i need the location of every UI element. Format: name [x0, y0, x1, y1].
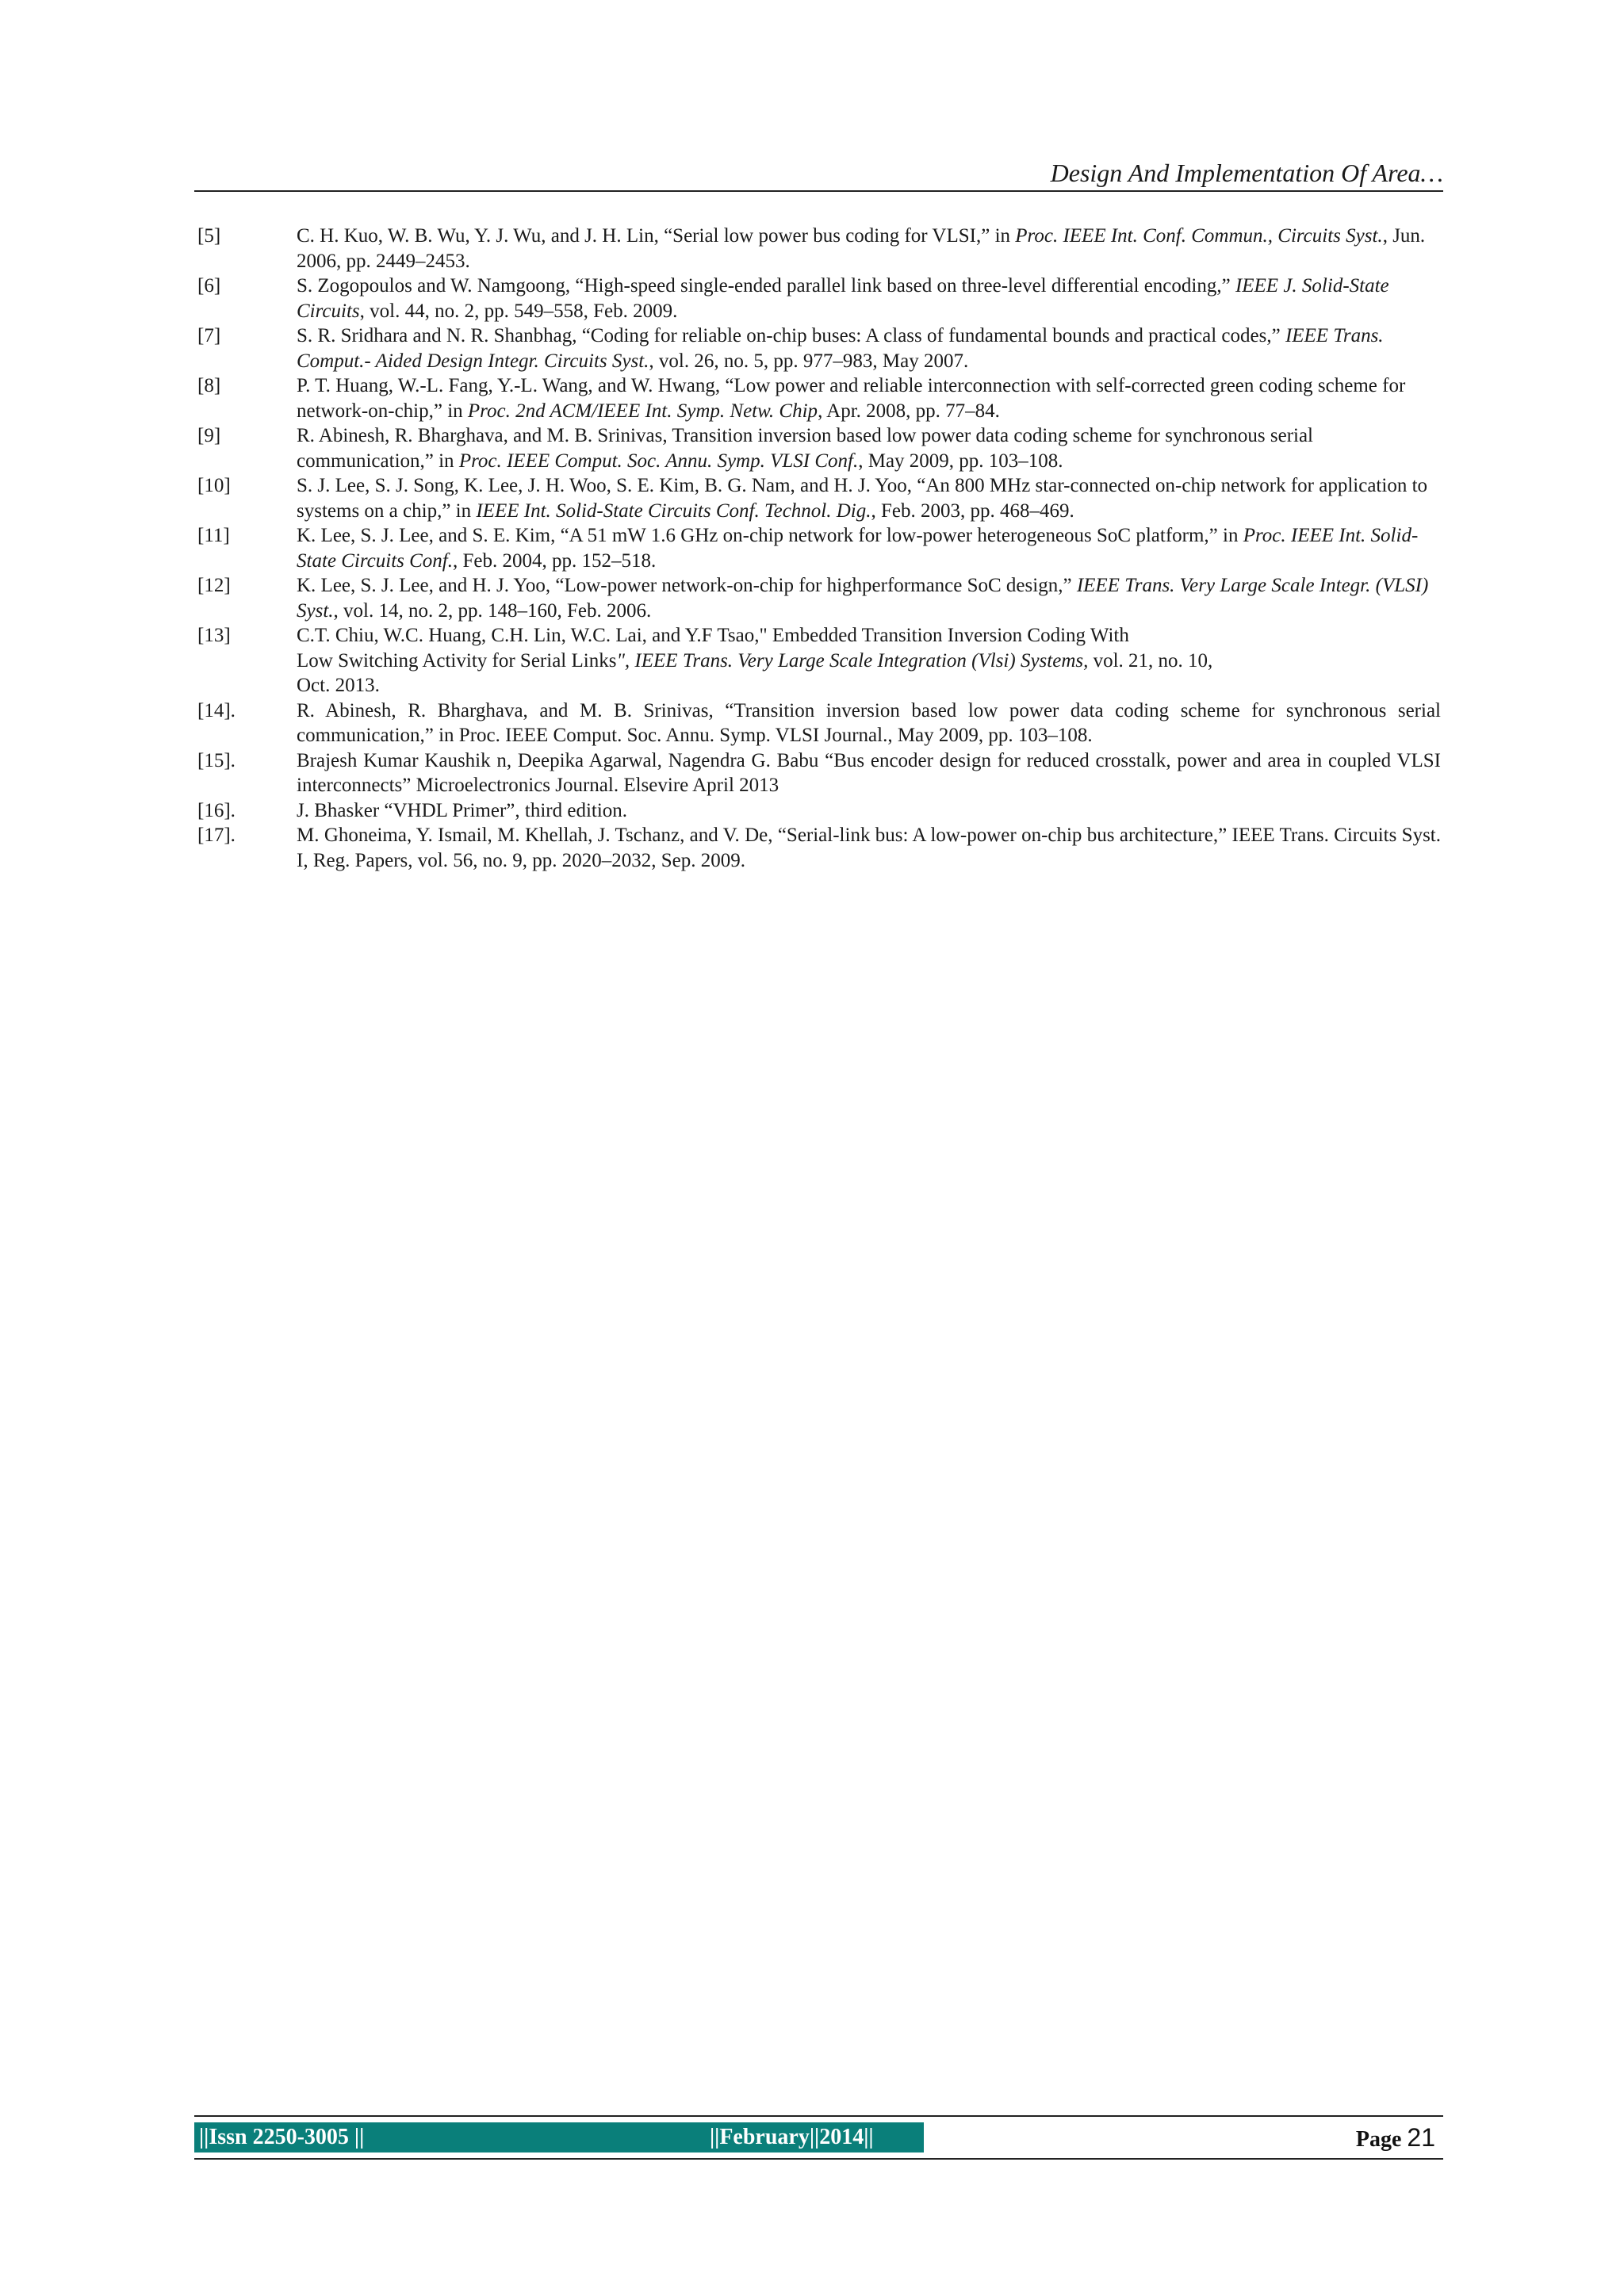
page-number: 21: [1407, 2122, 1435, 2152]
reference-fragment: K. Lee, S. J. Lee, and S. E. Kim, “A 51 mW 1.6 GHz on-chip network for low-power heterogeneous SoC platform,” in: [297, 525, 1243, 546]
reference-entry: [197, 473, 1441, 523]
reference-fragment: , vol. 26, no. 5, pp. 977–983, May 2007.: [649, 350, 969, 372]
reference-venue: Proc. 2nd ACM/IEEE Int. Symp. Netw. Chip: [467, 400, 818, 422]
reference-fragment: , Apr. 2008, pp. 77–84.: [818, 400, 1000, 422]
reference-fragment: , vol. 44, no. 2, pp. 549–558, Feb. 2009.: [359, 300, 678, 322]
reference-list: [197, 224, 1441, 873]
reference-fragment: J. Bhasker “VHDL Primer”, third edition.: [297, 799, 628, 821]
reference-entry: [197, 224, 1441, 274]
reference-number: [13]: [197, 625, 231, 646]
reference-text: [297, 698, 1441, 748]
reference-entry: [197, 823, 1441, 873]
reference-fragment: , Jun. 2006, pp. 2449–2453.: [297, 225, 1426, 272]
reference-entry: [197, 698, 1441, 748]
reference-text: [297, 323, 1441, 373]
reference-number: [6]: [197, 275, 221, 297]
reference-text: [297, 274, 1441, 323]
reference-fragment: P. T. Huang, W.-L. Fang, Y.-L. Wang, and W. Hwang, “Low power and reliable interconnection with self-corrected green coding scheme for network-on-chip,” in: [297, 375, 1406, 422]
reference-venue: Proc. IEEE Int. Conf. Commun., Circuits Syst.: [1015, 225, 1383, 247]
running-title: Design And Implementation Of Area…: [1050, 159, 1443, 187]
reference-entry: [197, 423, 1441, 473]
reference-number: [15].: [197, 749, 236, 771]
reference-venue: IEEE Int. Solid-State Circuits Conf. Technol. Dig.: [476, 499, 871, 522]
reference-text: [297, 623, 1441, 698]
page-footer: [194, 2115, 1443, 2160]
reference-venue: IEEE J. Solid-State Circuits: [297, 275, 1389, 322]
reference-text: [297, 798, 1441, 824]
reference-fragment: R. Abinesh, R. Bharghava, and M. B. Srinivas, “Transition inversion based low power data coding scheme for synchronous serial communication,” in Proc. IEEE Comput. Soc. Annu. Symp. VLSI Journal., May 2009, pp. 103–108.: [297, 699, 1441, 746]
reference-fragment: S. J. Lee, S. J. Song, K. Lee, J. H. Woo, S. E. Kim, B. G. Nam, and H. J. Yoo, “An 800 MHz star-connected on-chip network for application to systems on a chip,” in: [297, 475, 1428, 522]
reference-text: [297, 373, 1441, 423]
reference-venue: IEEE Trans. Very Large Scale Integr. (VLSI) Syst.: [297, 575, 1429, 622]
reference-venue: Proc. IEEE Int. Solid- State Circuits Conf.: [297, 525, 1419, 572]
reference-fragment: , Feb. 2003, pp. 468–469.: [871, 499, 1074, 522]
reference-fragment: R. Abinesh, R. Bharghava, and M. B. Srinivas, Transition inversion based low power data coding scheme for synchronous serial communication,” in: [297, 425, 1314, 472]
footer-band: [194, 2122, 924, 2152]
reference-entry: [197, 323, 1441, 373]
page-label: Page: [1355, 2126, 1402, 2152]
reference-entry: [197, 798, 1441, 824]
reference-fragment: , vol. 14, no. 2, pp. 148–160, Feb. 2006.: [333, 599, 652, 622]
reference-entry: [197, 523, 1441, 573]
reference-number: [7]: [197, 325, 221, 346]
reference-fragment: , Feb. 2004, pp. 152–518.: [453, 549, 657, 572]
reference-fragment: Brajesh Kumar Kaushik n, Deepika Agarwal, Nagendra G. Babu “Bus encoder design for reduced crosstalk, power and area in coupled VLSI interconnects” Microelectronics Journal. Elsevire April 2013: [297, 749, 1441, 796]
reference-text: [297, 823, 1441, 873]
reference-entry: [197, 373, 1441, 423]
reference-number: [11]: [197, 525, 230, 546]
reference-venue: ", IEEE Trans. Very Large Scale Integration (Vlsi) Systems,: [616, 649, 1089, 672]
reference-text: [297, 423, 1441, 473]
reference-entry: [197, 623, 1441, 698]
reference-number: [14].: [197, 699, 236, 721]
reference-fragment: Oct. 2013.: [297, 675, 380, 696]
reference-venue: IEEE Trans. Comput.- Aided Design Integr. Circuits Syst.: [297, 325, 1384, 372]
reference-number: [16].: [197, 799, 236, 821]
reference-fragment: , May 2009, pp. 103–108.: [858, 450, 1063, 472]
reference-entry: [197, 573, 1441, 623]
reference-fragment: Low Switching Activity for Serial Links: [297, 649, 617, 672]
reference-number: [8]: [197, 375, 221, 396]
reference-text: [297, 523, 1441, 573]
footer-date: ||February||2014||: [710, 2125, 874, 2149]
reference-text: [297, 573, 1441, 623]
running-header: [194, 155, 1443, 192]
reference-entry: [197, 274, 1441, 323]
reference-number: [9]: [197, 425, 221, 446]
reference-text: [297, 224, 1441, 274]
reference-fragment: C.T. Chiu, W.C. Huang, C.H. Lin, W.C. Lai, and Y.F Tsao," Embedded Transition Inversion Coding With: [297, 625, 1129, 646]
reference-text: [297, 473, 1441, 523]
reference-number: [10]: [197, 475, 231, 496]
reference-number: [5]: [197, 225, 221, 247]
reference-fragment: S. Zogopoulos and W. Namgoong, “High-speed single-ended parallel link based on three-level differential encoding,”: [297, 275, 1235, 297]
footer-issn: ||Issn 2250-3005 ||: [199, 2125, 365, 2149]
reference-entry: [197, 748, 1441, 798]
reference-fragment: vol. 21, no. 10,: [1088, 649, 1213, 672]
reference-number: [17].: [197, 825, 236, 846]
reference-venue: Proc. IEEE Comput. Soc. Annu. Symp. VLSI Conf.: [458, 450, 859, 472]
reference-text: [297, 748, 1441, 798]
reference-fragment: K. Lee, S. J. Lee, and H. J. Yoo, “Low-power network-on-chip for highperformance SoC design,”: [297, 575, 1077, 596]
reference-fragment: S. R. Sridhara and N. R. Shanbhag, “Coding for reliable on-chip buses: A class of fundamental bounds and practical codes,”: [297, 325, 1285, 346]
footer-page: [1356, 2123, 1443, 2152]
reference-fragment: M. Ghoneima, Y. Ismail, M. Khellah, J. Tschanz, and V. De, “Serial-link bus: A low-power on-chip bus architecture,” IEEE Trans. Circuits Syst. I, Reg. Papers, vol. 56, no. 9, pp. 2020–2032, Sep. 2009.: [297, 825, 1441, 871]
reference-number: [12]: [197, 575, 231, 596]
reference-fragment: C. H. Kuo, W. B. Wu, Y. J. Wu, and J. H. Lin, “Serial low power bus coding for VLSI,” in: [297, 225, 1016, 247]
